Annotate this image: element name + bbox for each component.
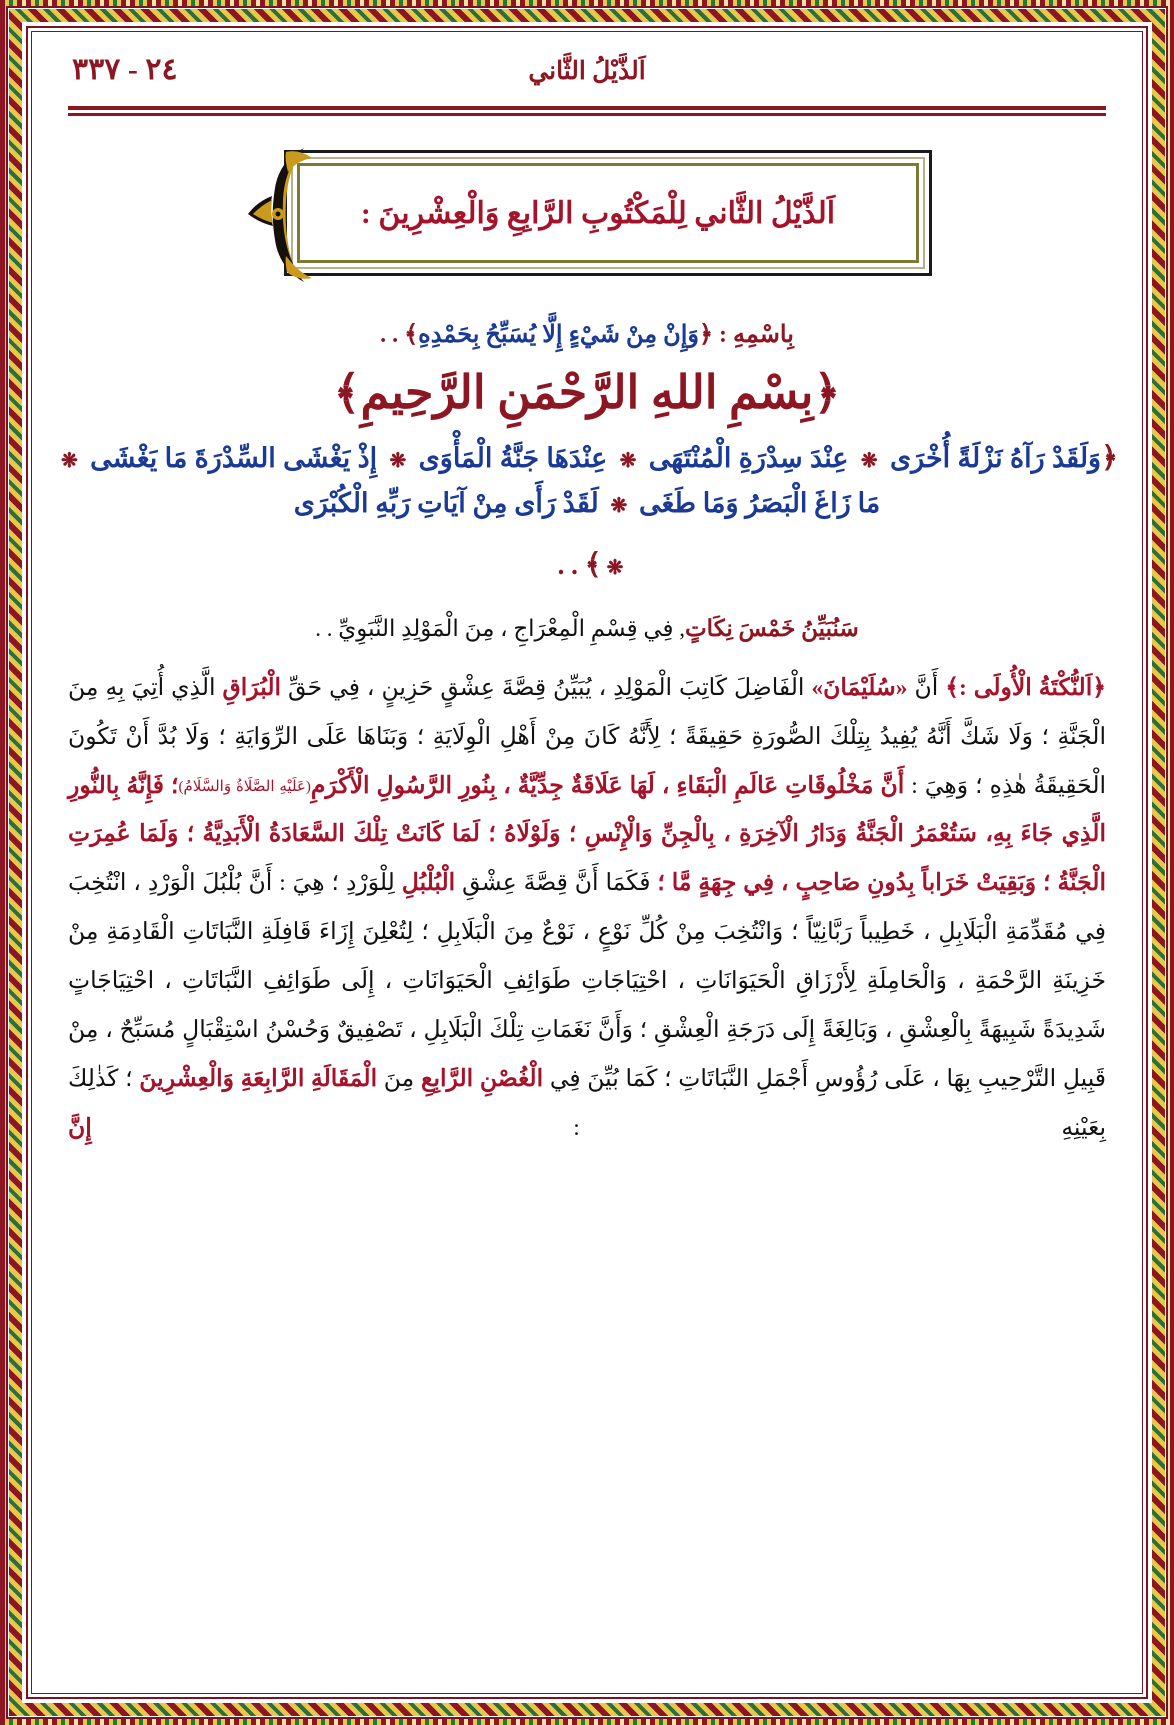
page-content <box>38 38 1136 1687</box>
verse-separator-star-icon: ❋ <box>619 450 637 472</box>
quran-segment-5: مَا زَاغَ الْبَصَرُ وَمَا طَغَى <box>639 487 881 518</box>
quran-close-bracket: ﴾ <box>584 548 602 581</box>
body-text-a: أَنَّ <box>914 674 939 701</box>
body-paragraph <box>68 664 1106 1153</box>
term-bulbul: الْبُلْبُلِ <box>401 870 456 897</box>
body-text-e: لِلْوَرْدِ ؛ هِيَ : أَنَّ بُلْبُلَ الْوَرْدِ ، انْتُخِبَ فِي مُقَدِّمَةِ الْبَلَابِلِ ، خَطِيباً رَبَّانِيّاً ؛ وَانْتُخِبَ مِنْ كُلِّ نَوْعٍ ، نَوْعٌ مِنَ الْبَلَابِلِ ؛ لِتُعْلِنَ إِزَاءَ قَافِلَةِ النَّبَاتَاتِ الْقَادِمَةِ مِنْ خَزِينَةِ الرَّحْمَةِ ، وَالْحَامِلَةِ لِأَرْزَاقِ الْحَيَوَانَاتِ ، احْتِيَاجَاتِ طَوَائِفِ الْحَيَوَانَاتِ ، إِلَى طَوَائِفِ النَّبَاتَاتِ ، احْتِيَاجَاتٍ شَدِيدَةً شَبِيهَةً بِالْعِشْقِ ، وَبَالِغَةً إِلَى دَرَجَةِ الْعِشْقِ ؛ وَأَنَّ نَغَمَاتِ تِلْكَ الْبَلَابِلِ ، تَصْفِيقٌ وَحُسْنُ اسْتِقْبَالٍ مُسَبِّحٌ ، مِنْ قَبِيلِ التَّرْحِيبِ بِهَا ، عَلَى رُؤُوسِ أَجْمَلِ النَّبَاتَاتِ ؛ كَمَا بُيِّنَ فِي <box>68 870 1107 1092</box>
basmala-close-ornament: ﴾ <box>333 367 361 418</box>
cross-reference-treatise: الْمَقَالَةِ الرَّابِعَةِ وَالْعِشْرِينَ <box>139 1065 378 1092</box>
quran-segment-6: لَقَدْ رَأَى مِنْ آيَاتِ رَبِّهِ الْكُبْرَى <box>293 487 599 518</box>
body-text-g: ؛ كَذٰلِكَ بِعَيْنِهِ : <box>68 1065 1106 1141</box>
body-text-d: فَكَمَا أَنَّ قِصَّةَ عِشْقِ <box>462 870 651 897</box>
quran-trailing-dots: . . <box>557 549 578 580</box>
floral-leaf-ornament-icon <box>242 144 326 284</box>
verse-separator-star-icon: ❋ <box>61 450 78 472</box>
chapter-title-text: اَلذَّيْلُ الثَّاني لِلْمَكْتُوبِ الرَّابِعِ وَالْعِشْرِينَ : <box>360 196 836 230</box>
cross-reference-branch: الْغُصْنِ الرَّابِعِ <box>420 1065 544 1092</box>
quran-segment-3: عِنْدَهَا جَنَّةُ الْمَأْوَى <box>418 443 608 473</box>
person-name-sulayman: «سُلَيْمَانَ» <box>811 674 908 701</box>
bismihi-verse: وَإِنْ مِنْ شَيْءٍ إِلَّا يُسَبِّحُ بِحَمْدِهِ <box>418 322 699 348</box>
honorific-formula: (عَلَيْهِ الصَّلَاةُ وَالسَّلَامُ) <box>178 778 311 795</box>
folio-number: ٢٤ - ٣٣٧ <box>72 53 178 86</box>
body-red-clause-1: أَنَّ مَخْلُوقَاتِ عَالَمِ الْبَقَاءِ ، لَهَا عَلَاقَةٌ جِدِّيَّةٌ ، بِنُورِ الرَّسُولِ الْأَكْرَمِ <box>310 772 905 799</box>
verse-open-bracket: ﴿ <box>698 322 714 348</box>
verse-separator-star-icon: ❋ <box>389 450 407 472</box>
quran-verse-block <box>56 435 1118 526</box>
verse-separator-star-icon: ❋ <box>610 494 628 517</box>
verse-separator-star-icon: ❋ <box>606 556 624 579</box>
nukta-close-bracket: ﴾ <box>945 674 960 701</box>
body-text-b: الْفَاضِلَ كَاتِبَ الْمَوْلِدِ ، يُبَيِّنُ قِصَّةَ عِشْقٍ حَزِينٍ ، فِي حَقِّ <box>288 674 805 701</box>
quran-segment-2: عِنْدَ سِدْرَةِ الْمُنْتَهَى <box>648 443 849 473</box>
lead-sentence-highlight: سَنُبَيِّنُ خَمْسَ نِكَاتٍ <box>685 615 859 641</box>
bismihi-line <box>38 320 1136 349</box>
running-head <box>38 38 1136 100</box>
quran-segment-1: وَلَقَدْ رَآهُ نَزْلَةً أُخْرَى <box>889 443 1102 473</box>
chapter-title-cartouche <box>242 150 932 276</box>
body-red-clause-2: ؛ فَإِنَّهُ بِالنُّورِ الَّذِي جَاءَ بِهِ، سَتُعْمَرُ الْجَنَّةُ وَدَارُ الْآخِرَةِ ، بِالْجِنِّ وَالْإِنْسِ ؛ وَلَوْلَاهُ ؛ لَمَا كَانَتْ تِلْكَ السَّعَادَةُ الْأَبَدِيَّةُ ؛ وَلَمَا عُمِرَتِ الْجَنَّةُ ؛ وَبَقِيَتْ خَرَاباً بِدُونِ صَاحِبٍ ، فِي جِهَةٍ مَّا ؛ <box>68 772 1106 897</box>
running-head-title: اَلذَّيْلُ الثَّاني <box>528 58 646 85</box>
nukta-heading: اَلنُّكْتَةُ الْأُولَى : <box>959 674 1093 701</box>
body-text-c: الَّذِي أُتِيَ بِهِ مِنَ الْجَنَّةِ ؛ وَلَا شَكَّ أَنَّهُ يُفِيدُ بِتِلْكَ الصُّورَةِ حَقِيقَةً ؛ لِأَنَّهُ كَانَ مِنْ أَهْلِ الْوِلَايَةِ ؛ وَبَنَاهَا عَلَى الرِّوَايَةِ ؛ وَلَا بُدَّ أَنْ تَكُونَ الْحَقِيقَةُ هٰذِهِ ؛ وَهِيَ : <box>68 674 1107 799</box>
basmala-calligraphy <box>38 365 1136 419</box>
quran-segment-4: إِذْ يَغْشَى السِّدْرَةَ مَا يَغْشَى <box>90 443 378 473</box>
bismihi-dots: . . <box>380 322 399 348</box>
body-text-f: مِنَ <box>383 1065 415 1092</box>
chapter-title-box <box>284 150 932 276</box>
quran-verse-last-line <box>56 542 1118 589</box>
lead-sentence-rest: , فِي قِسْمِ الْمِعْرَاجِ ، مِنَ الْمَوْلِدِ النَّبَوِيِّ . . <box>315 615 686 641</box>
basmala-open-ornament: ﴿ <box>813 367 841 418</box>
bismihi-label: بِاسْمِهِ : <box>719 322 794 348</box>
quran-open-bracket: ﴿ <box>1101 442 1119 474</box>
term-buraq: الْبُرَاقِ <box>222 674 282 701</box>
verse-close-bracket: ﴾ <box>404 322 419 348</box>
verse-separator-star-icon: ❋ <box>860 450 878 472</box>
lead-sentence <box>72 609 1102 648</box>
nukta-open-bracket: ﴿ <box>1092 674 1107 701</box>
basmala-text: بِسْمِ اللهِ الرَّحْمَنِ الرَّحِيمِ <box>360 367 814 418</box>
header-rule <box>68 106 1106 116</box>
body-text-continuation: إِنَّ <box>68 1114 92 1141</box>
main-body-text <box>68 664 1106 1153</box>
